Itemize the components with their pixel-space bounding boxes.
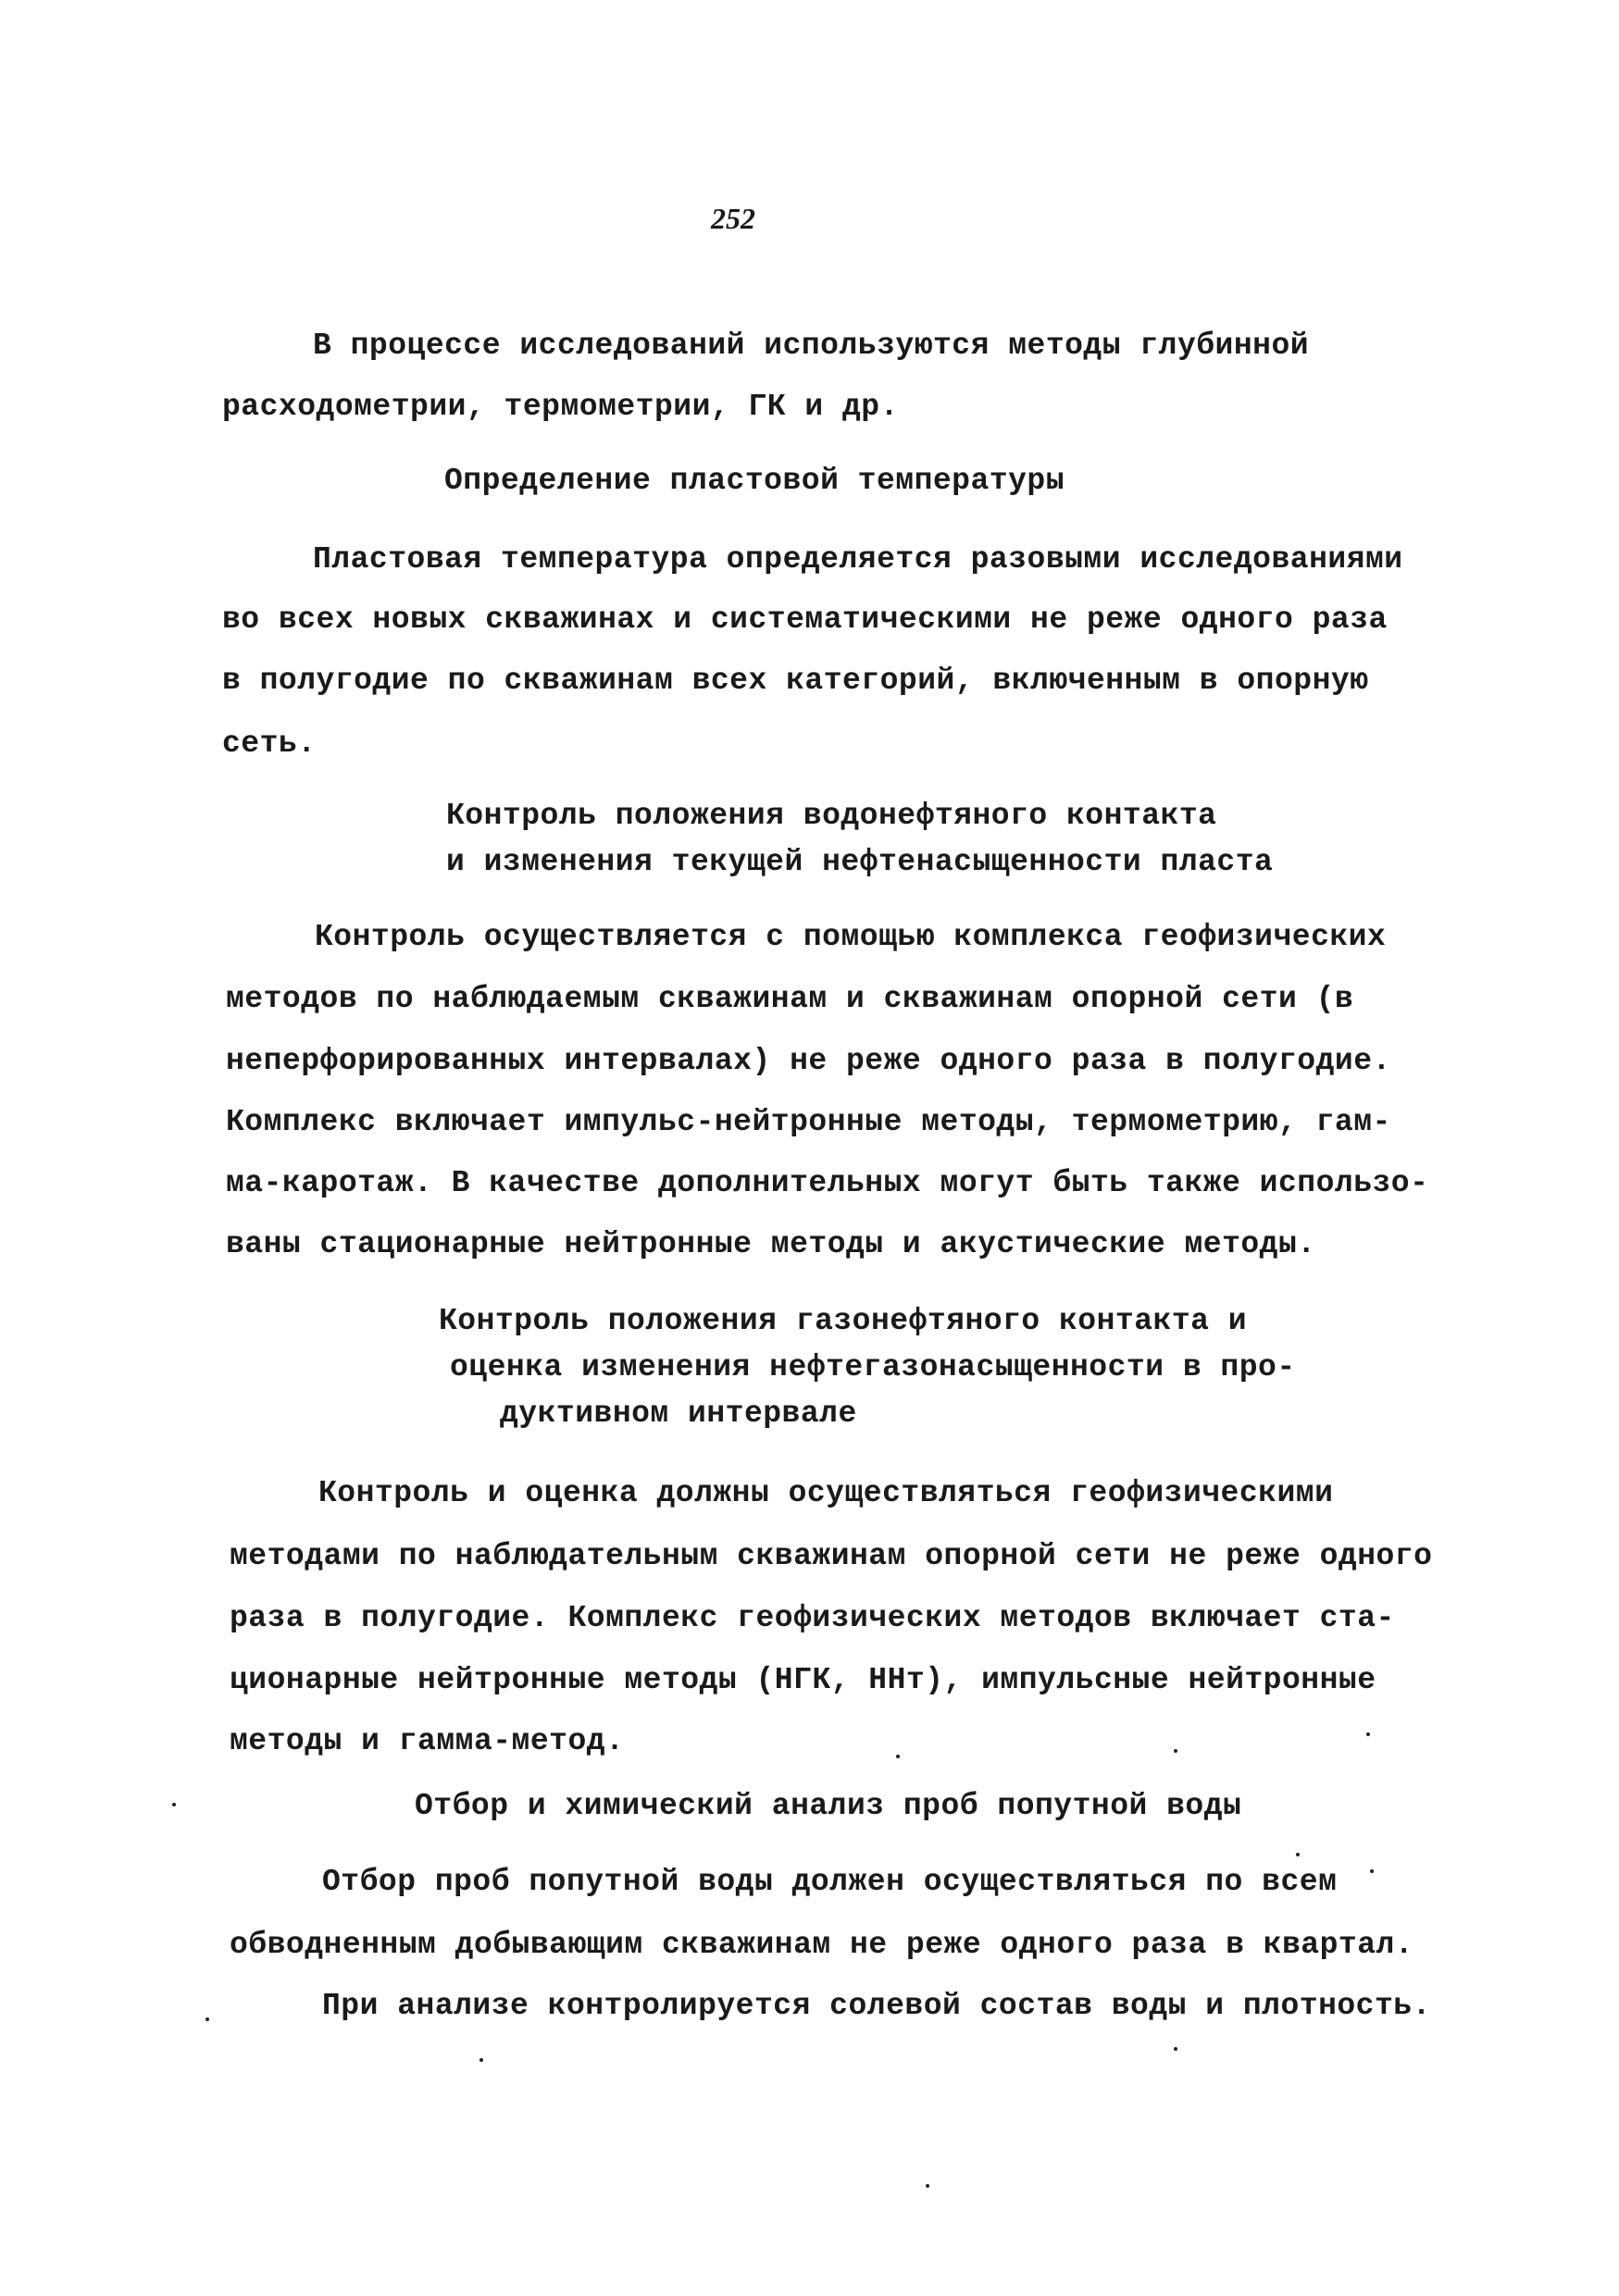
temperature-line-3: в полугодие по скважинам всех категорий, включенным в опорную <box>222 664 1369 698</box>
section-wnk-heading-line-2: и изменения текущей нефтенасыщенности пласта <box>446 845 1274 879</box>
section-gnk-heading-line-3: дуктивном интервале <box>500 1396 857 1431</box>
scan-speck <box>1296 1853 1300 1856</box>
wnk-line-1: Контроль осуществляется с помощью комплекса геофизических <box>315 920 1387 954</box>
water-line-3: При анализе контролируется солевой состав воды и плотность. <box>322 1989 1431 2023</box>
water-line-2: обводненным добывающим скважинам не реже одного раза в квартал. <box>230 1928 1414 1962</box>
gnk-line-3: раза в полугодие. Комплекс геофизических методов включает ста- <box>230 1601 1395 1635</box>
section-gnk-heading-line-2: оценка изменения нефтегазонасыщенности в про- <box>450 1350 1296 1384</box>
wnk-line-6: ваны стационарные нейтронные методы и акустические методы. <box>226 1227 1316 1261</box>
temperature-line-1: Пластовая температура определяется разовыми исследованиями <box>313 542 1403 577</box>
scan-speck <box>172 1803 176 1806</box>
scan-speck <box>205 2017 209 2021</box>
section-water-heading: Отбор и химический анализ проб попутной воды <box>415 1789 1242 1823</box>
scan-speck <box>1370 1869 1374 1873</box>
section-temperature-heading: Определение пластовой температуры <box>444 464 1065 498</box>
gnk-line-2: методами по наблюдательным скважинам опорной сети не реже одного <box>230 1539 1433 1573</box>
intro-line-2: расходометрии, термометрии, ГК и др. <box>222 390 899 424</box>
scan-speck <box>896 1755 900 1758</box>
wnk-line-4: Комплекс включает импульс-нейтронные методы, термометрию, гам- <box>226 1105 1391 1139</box>
section-gnk-heading-line-1: Контроль положения газонефтяного контакта и <box>439 1304 1248 1338</box>
gnk-line-1: Контроль и оценка должны осуществляться геофизическими <box>318 1476 1334 1510</box>
page-number: 252 <box>711 202 755 235</box>
scan-speck <box>1366 1732 1370 1736</box>
water-line-1: Отбор проб попутной воды должен осуществляться по всем <box>322 1865 1338 1899</box>
gnk-line-4: ционарные нейтронные методы (НГК, ННт), импульсные нейтронные <box>230 1663 1376 1697</box>
scan-speck <box>479 2058 483 2062</box>
scan-speck <box>1174 1749 1177 1753</box>
section-wnk-heading-line-1: Контроль положения водонефтяного контакта <box>446 799 1217 833</box>
wnk-line-2: методов по наблюдаемым скважинам и скважинам опорной сети (в <box>226 982 1354 1016</box>
gnk-line-5: методы и гамма-метод. <box>230 1724 625 1758</box>
temperature-line-4: сеть. <box>222 726 317 761</box>
intro-line-1: В процессе исследований используются методы глубинной <box>313 329 1310 363</box>
wnk-line-3: неперфорированных интервалах) не реже одного раза в полугодие. <box>226 1044 1391 1078</box>
scan-speck <box>926 2184 929 2188</box>
temperature-line-2: во всех новых скважинах и систематическими не реже одного раза <box>222 602 1388 637</box>
scan-speck <box>1174 2047 1177 2051</box>
wnk-line-5: ма-каротаж. В качестве дополнительных могут быть также использо- <box>226 1166 1429 1200</box>
